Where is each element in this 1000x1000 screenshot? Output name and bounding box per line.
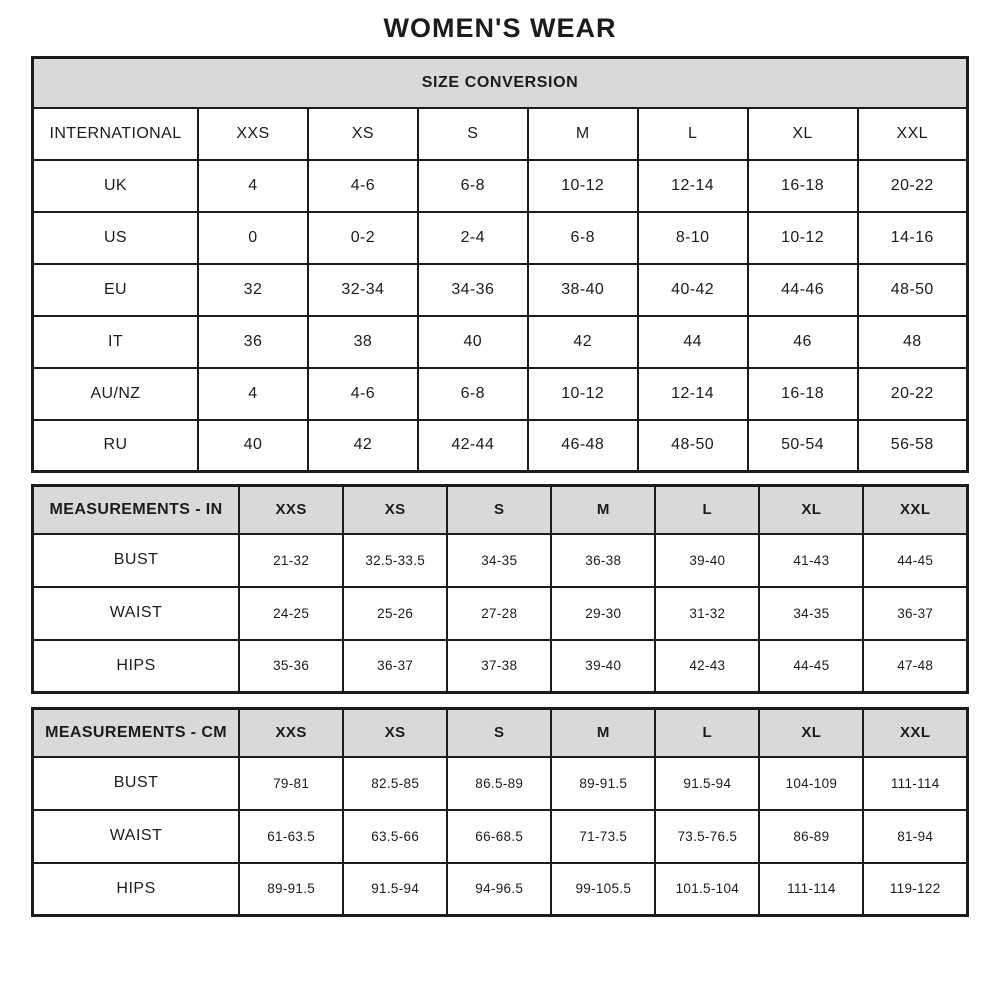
value-cell: 47-48	[863, 640, 967, 693]
value-cell: 38-40	[528, 264, 638, 316]
value-cell: 32.5-33.5	[343, 534, 447, 587]
row-label-cell: UK	[33, 160, 198, 212]
value-cell: 34-35	[447, 534, 551, 587]
size-column-header-cell: M	[528, 108, 638, 160]
value-cell: 44-45	[759, 640, 863, 693]
row-label-cell: WAIST	[33, 587, 240, 640]
value-cell: 2-4	[418, 212, 528, 264]
size-column-header-cell: XXS	[198, 108, 308, 160]
value-cell: 91.5-94	[655, 757, 759, 810]
corner-header-cell: MEASUREMENTS - IN	[33, 486, 240, 534]
table-row	[33, 368, 968, 420]
value-cell: 0-2	[308, 212, 418, 264]
row-label-cell: AU/NZ	[33, 368, 198, 420]
size-conversion-column-header-row	[33, 108, 968, 160]
value-cell: 42-44	[418, 420, 528, 472]
size-column-header-cell: XL	[759, 486, 863, 534]
value-cell: 4	[198, 160, 308, 212]
value-cell: 10-12	[748, 212, 858, 264]
table-row	[33, 212, 968, 264]
value-cell: 44-46	[748, 264, 858, 316]
row-label-cell: RU	[33, 420, 198, 472]
size-column-header-cell: XXL	[863, 486, 967, 534]
table-row	[33, 160, 968, 212]
value-cell: 8-10	[638, 212, 748, 264]
value-cell: 16-18	[748, 160, 858, 212]
value-cell: 12-14	[638, 368, 748, 420]
value-cell: 81-94	[863, 810, 967, 863]
value-cell: 40	[198, 420, 308, 472]
value-cell: 36-37	[863, 587, 967, 640]
value-cell: 29-30	[551, 587, 655, 640]
value-cell: 21-32	[239, 534, 343, 587]
size-column-header-cell: XL	[748, 108, 858, 160]
size-column-header-cell: XS	[308, 108, 418, 160]
value-cell: 71-73.5	[551, 810, 655, 863]
size-column-header-cell: XXS	[239, 709, 343, 757]
table-row	[33, 863, 968, 916]
value-cell: 86.5-89	[447, 757, 551, 810]
value-cell: 44-45	[863, 534, 967, 587]
value-cell: 56-58	[858, 420, 968, 472]
value-cell: 48-50	[638, 420, 748, 472]
value-cell: 41-43	[759, 534, 863, 587]
size-column-header-cell: M	[551, 709, 655, 757]
size-column-header-cell: S	[418, 108, 528, 160]
size-column-header-cell: L	[638, 108, 748, 160]
table-row	[33, 640, 968, 693]
value-cell: 4	[198, 368, 308, 420]
value-cell: 40-42	[638, 264, 748, 316]
row-label-cell: WAIST	[33, 810, 240, 863]
table-row	[33, 587, 968, 640]
value-cell: 6-8	[528, 212, 638, 264]
measurements-cm-header-row	[33, 709, 968, 757]
value-cell: 34-36	[418, 264, 528, 316]
value-cell: 111-114	[863, 757, 967, 810]
value-cell: 20-22	[858, 160, 968, 212]
value-cell: 36-37	[343, 640, 447, 693]
value-cell: 6-8	[418, 368, 528, 420]
value-cell: 16-18	[748, 368, 858, 420]
table-row	[33, 534, 968, 587]
table-row	[33, 316, 968, 368]
value-cell: 79-81	[239, 757, 343, 810]
size-column-header-cell: M	[551, 486, 655, 534]
value-cell: 104-109	[759, 757, 863, 810]
size-column-header-cell: XL	[759, 709, 863, 757]
measurements-in-header-row	[33, 486, 968, 534]
size-conversion-title: SIZE CONVERSION	[33, 58, 968, 108]
row-label-cell: US	[33, 212, 198, 264]
value-cell: 63.5-66	[343, 810, 447, 863]
row-label-cell: BUST	[33, 534, 240, 587]
value-cell: 119-122	[863, 863, 967, 916]
size-column-header-cell: L	[655, 486, 759, 534]
value-cell: 94-96.5	[447, 863, 551, 916]
table-row	[33, 757, 968, 810]
size-column-header-cell: S	[447, 709, 551, 757]
value-cell: 14-16	[858, 212, 968, 264]
measurements-in-table	[31, 484, 969, 694]
row-label-cell: HIPS	[33, 863, 240, 916]
measurements-cm-body	[33, 757, 968, 916]
value-cell: 4-6	[308, 368, 418, 420]
value-cell: 39-40	[655, 534, 759, 587]
row-label-cell: EU	[33, 264, 198, 316]
value-cell: 89-91.5	[239, 863, 343, 916]
size-column-header-cell: XXS	[239, 486, 343, 534]
value-cell: 10-12	[528, 160, 638, 212]
value-cell: 39-40	[551, 640, 655, 693]
value-cell: 99-105.5	[551, 863, 655, 916]
value-cell: 36	[198, 316, 308, 368]
size-column-header-cell: XXL	[858, 108, 968, 160]
value-cell: 82.5-85	[343, 757, 447, 810]
size-column-header-cell: L	[655, 709, 759, 757]
value-cell: 42	[308, 420, 418, 472]
size-column-header-cell: XS	[343, 709, 447, 757]
value-cell: 20-22	[858, 368, 968, 420]
value-cell: 25-26	[343, 587, 447, 640]
corner-header-cell: INTERNATIONAL	[33, 108, 198, 160]
value-cell: 42	[528, 316, 638, 368]
table-row	[33, 420, 968, 472]
value-cell: 24-25	[239, 587, 343, 640]
row-label-cell: HIPS	[33, 640, 240, 693]
value-cell: 32	[198, 264, 308, 316]
value-cell: 0	[198, 212, 308, 264]
size-conversion-table	[31, 56, 969, 473]
value-cell: 101.5-104	[655, 863, 759, 916]
value-cell: 89-91.5	[551, 757, 655, 810]
value-cell: 73.5-76.5	[655, 810, 759, 863]
table-row	[33, 264, 968, 316]
value-cell: 31-32	[655, 587, 759, 640]
size-column-header-cell: XXL	[863, 709, 967, 757]
value-cell: 42-43	[655, 640, 759, 693]
measurements-in-body	[33, 534, 968, 693]
row-label-cell: IT	[33, 316, 198, 368]
value-cell: 6-8	[418, 160, 528, 212]
value-cell: 35-36	[239, 640, 343, 693]
size-column-header-cell: XS	[343, 486, 447, 534]
value-cell: 50-54	[748, 420, 858, 472]
measurements-cm-table	[31, 707, 969, 917]
value-cell: 12-14	[638, 160, 748, 212]
value-cell: 46-48	[528, 420, 638, 472]
value-cell: 38	[308, 316, 418, 368]
value-cell: 61-63.5	[239, 810, 343, 863]
value-cell: 32-34	[308, 264, 418, 316]
value-cell: 34-35	[759, 587, 863, 640]
value-cell: 44	[638, 316, 748, 368]
value-cell: 36-38	[551, 534, 655, 587]
corner-header-cell: MEASUREMENTS - CM	[33, 709, 240, 757]
value-cell: 91.5-94	[343, 863, 447, 916]
value-cell: 48	[858, 316, 968, 368]
value-cell: 37-38	[447, 640, 551, 693]
size-conversion-body	[33, 160, 968, 472]
value-cell: 86-89	[759, 810, 863, 863]
value-cell: 48-50	[858, 264, 968, 316]
value-cell: 111-114	[759, 863, 863, 916]
value-cell: 66-68.5	[447, 810, 551, 863]
value-cell: 4-6	[308, 160, 418, 212]
page-title: WOMEN'S WEAR	[383, 13, 617, 43]
value-cell: 40	[418, 316, 528, 368]
size-column-header-cell: S	[447, 486, 551, 534]
value-cell: 27-28	[447, 587, 551, 640]
row-label-cell: BUST	[33, 757, 240, 810]
value-cell: 10-12	[528, 368, 638, 420]
value-cell: 46	[748, 316, 858, 368]
size-conversion-banner-row	[33, 58, 968, 108]
table-row	[33, 810, 968, 863]
